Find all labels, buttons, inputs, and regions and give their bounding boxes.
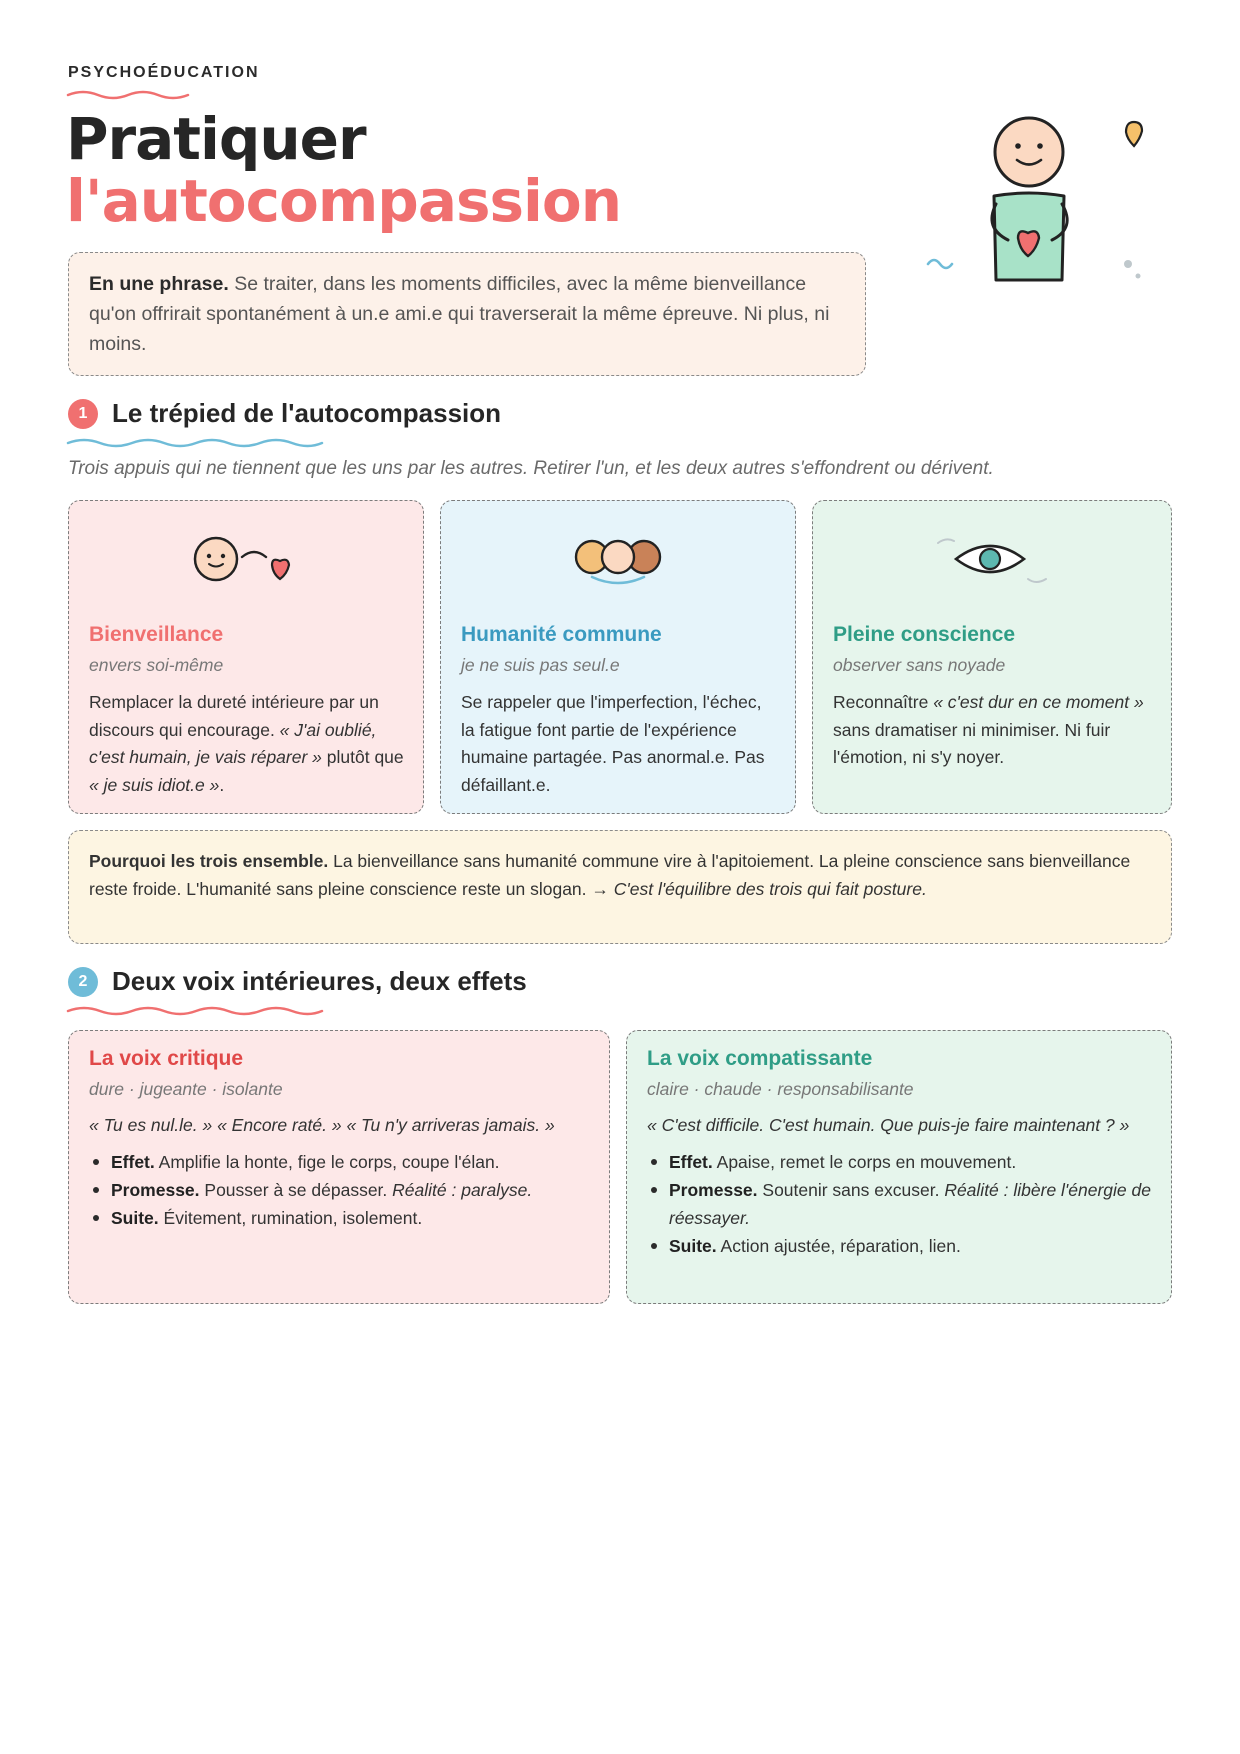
card-bienveillance-title: Bienveillance xyxy=(89,623,224,646)
card-bienveillance-body xyxy=(89,689,407,799)
why-text: La bienveillance sans humanité commune vire à l'apitoiement. La pleine conscience sans bienveillance reste froide. L'humanité sans pleine conscience reste un slogan. xyxy=(89,851,1131,899)
title-line-2: l'autocompassion xyxy=(66,167,622,235)
section-1-lead: Trois appuis qui ne tiennent que les uns par les autres. Retirer l'un, et les deux autres s'effondrent ou dérivent. xyxy=(68,458,994,479)
item-label: Effet. xyxy=(111,1152,155,1172)
section-2-header xyxy=(68,966,527,997)
three-people-icon xyxy=(441,529,795,589)
voix-critique-quote: « Tu es nul.le. » « Encore raté. » « Tu n'y arriveras jamais. » xyxy=(89,1115,555,1135)
item-text: Apaise, remet le corps en mouvement. xyxy=(712,1152,1017,1172)
list-item xyxy=(89,1148,589,1176)
item-label: Suite. xyxy=(669,1236,717,1256)
hugging-figure-illustration xyxy=(920,100,1160,290)
item-text: Action ajustée, réparation, lien. xyxy=(716,1236,961,1256)
card-humanite-subtitle: je ne suis pas seul.e xyxy=(461,655,620,675)
item-label: Promesse. xyxy=(111,1180,200,1200)
summary-text: Se traiter, dans les moments difficiles, avec la même bienveillance qu'on offrirait spontanément à un.e ami.e qui traverserait la même épreuve. Ni plus, ni moins. xyxy=(89,273,830,355)
body-quote: « J'ai oublié, c'est humain, je vais réparer » xyxy=(89,719,377,767)
item-extra: Réalité : libère l'énergie de réessayer. xyxy=(669,1180,1151,1228)
why-conclusion: → C'est l'équilibre des trois qui fait posture. xyxy=(591,879,927,899)
card-voix-critique xyxy=(68,1030,610,1304)
section-1-title: Le trépied de l'autocompassion xyxy=(112,398,502,428)
voix-compatissante-list xyxy=(647,1148,1151,1260)
face-heart-icon xyxy=(69,529,423,589)
body-text: . xyxy=(219,774,225,795)
voix-critique-subtitle: dure · jugeante · isolante xyxy=(89,1079,283,1099)
card-pleine-conscience xyxy=(812,500,1172,814)
why-label: Pourquoi les trois ensemble. xyxy=(89,851,329,871)
card-pleine-title: Pleine conscience xyxy=(833,623,1016,646)
item-text: Évitement, rumination, isolement. xyxy=(158,1208,423,1228)
item-extra: Réalité : paralyse. xyxy=(392,1180,533,1200)
voix-critique-title: La voix critique xyxy=(89,1047,244,1070)
section-1-underline-squiggle xyxy=(66,436,324,448)
section-2-number: 2 xyxy=(68,967,98,997)
body-quote: « je suis idiot.e » xyxy=(89,774,220,795)
list-item xyxy=(89,1176,589,1204)
section-1-header xyxy=(68,398,501,429)
section-2-title: Deux voix intérieures, deux effets xyxy=(112,966,527,996)
card-pleine-subtitle: observer sans noyade xyxy=(833,655,1006,675)
card-bienveillance xyxy=(68,500,424,814)
list-item xyxy=(89,1204,589,1232)
card-bienveillance-subtitle: envers soi-même xyxy=(89,655,224,675)
card-voix-compatissante xyxy=(626,1030,1172,1304)
voix-compatissante-title: La voix compatissante xyxy=(647,1047,873,1070)
body-quote: « c'est dur en ce moment » xyxy=(933,692,1144,712)
list-item xyxy=(647,1232,1151,1260)
card-humanite-body: Se rappeler que l'imperfection, l'échec, la fatigue font partie de l'expérience humaine partagée. Pas anormal.e. Pas défaillant.e. xyxy=(461,692,765,795)
body-text: plutôt que xyxy=(321,747,404,767)
eye-icon xyxy=(813,529,1171,589)
item-text: Amplifie la honte, fige le corps, coupe l'élan. xyxy=(154,1152,500,1172)
page-title xyxy=(66,105,622,235)
item-label: Promesse. xyxy=(669,1180,758,1200)
section-2-underline-squiggle xyxy=(66,1004,324,1016)
title-line-1: Pratiquer xyxy=(66,105,366,173)
item-text: Soutenir sans excuser. xyxy=(757,1180,945,1200)
card-pleine-body xyxy=(833,689,1155,772)
body-text: Reconnaître xyxy=(833,692,934,712)
item-text: Pousser à se dépasser. xyxy=(199,1180,393,1200)
list-item xyxy=(647,1176,1151,1232)
voix-critique-list xyxy=(89,1148,589,1232)
why-together-box xyxy=(68,830,1172,944)
summary-box xyxy=(68,252,866,376)
voix-compatissante-subtitle: claire · chaude · responsabilisante xyxy=(647,1079,914,1099)
voix-compatissante-quote: « C'est difficile. C'est humain. Que puis-je faire maintenant ? » xyxy=(647,1115,1130,1135)
item-label: Suite. xyxy=(111,1208,159,1228)
body-text: Remplacer la dureté intérieure par un discours qui encourage. xyxy=(89,692,379,740)
summary-label: En une phrase. xyxy=(89,273,229,295)
item-label: Effet. xyxy=(669,1152,713,1172)
list-item xyxy=(647,1148,1151,1176)
eyebrow-underline-squiggle xyxy=(66,88,190,100)
card-humanite-commune xyxy=(440,500,796,814)
card-humanite-title: Humanité commune xyxy=(461,623,662,646)
eyebrow-label: PSYCHOÉDUCATION xyxy=(68,64,260,81)
section-1-number: 1 xyxy=(68,399,98,429)
body-text: sans dramatiser ni minimiser. Ni fuir l'émotion, ni s'y noyer. xyxy=(833,719,1111,767)
